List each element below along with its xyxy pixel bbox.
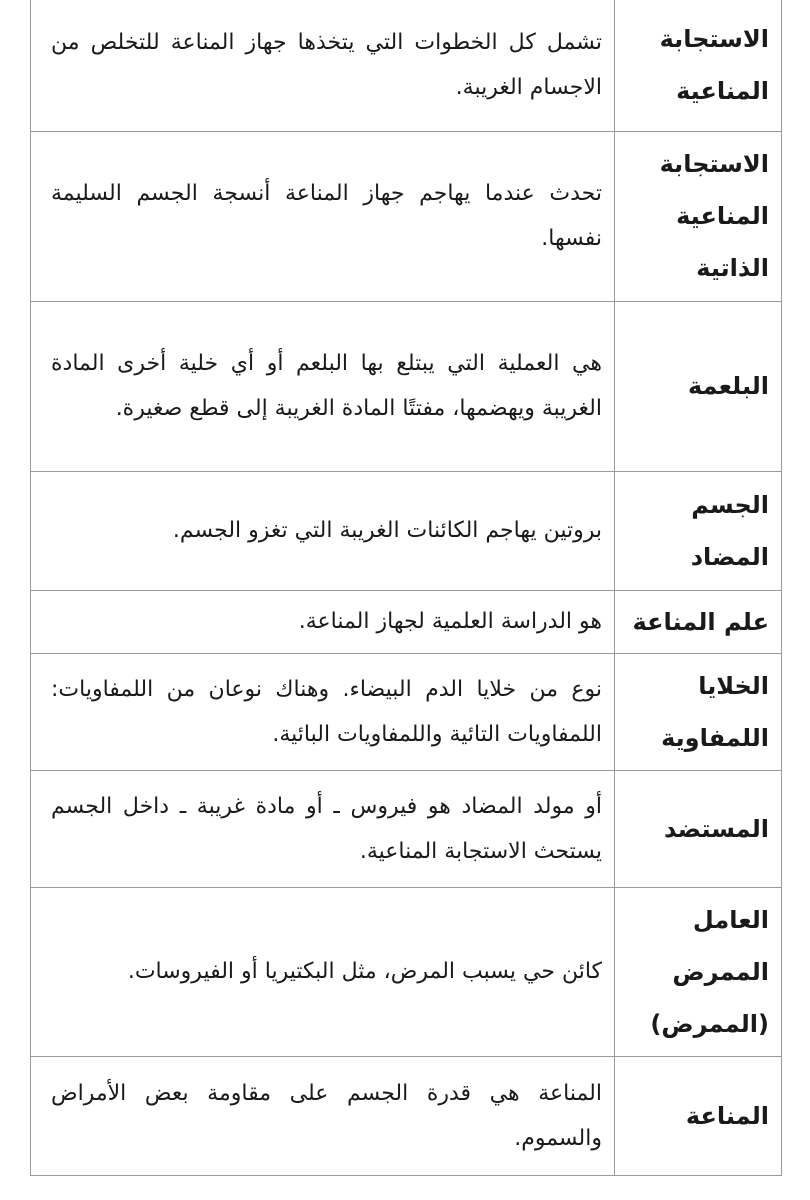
definition-cell <box>31 770 615 887</box>
definition-text: تشمل كل الخطوات التي يتخذها جهاز المناعة للتخلص من الاجسام الغريبة. <box>51 30 602 101</box>
term-label: الاستجابة المناعية <box>659 25 769 106</box>
glossary-row <box>31 653 782 770</box>
glossary-row <box>31 590 782 653</box>
definition-text: أو مولد المضاد هو فيروس ـ أو مادة غريبة ـ داخل الجسم يستحث الاستجابة المناعية. <box>51 793 602 864</box>
definition-cell <box>31 653 615 770</box>
glossary-page <box>30 0 782 1176</box>
term-label: المناعة <box>685 1101 769 1130</box>
term-label: الخلايا اللمفاوية <box>661 671 769 752</box>
glossary-table <box>30 0 782 1176</box>
definition-cell <box>31 131 615 301</box>
term-cell <box>615 590 782 653</box>
glossary-row <box>31 471 782 590</box>
definition-text: المناعة هي قدرة الجسم على مقاومة بعض الأمراض والسموم. <box>51 1080 602 1151</box>
term-label: العامل الممرض (الممرض) <box>650 905 769 1038</box>
term-cell <box>615 471 782 590</box>
term-cell <box>615 653 782 770</box>
definition-cell <box>31 590 615 653</box>
definition-cell <box>31 0 615 131</box>
term-cell <box>615 1056 782 1175</box>
term-label: الجسم المضاد <box>690 490 769 571</box>
glossary-row <box>31 131 782 301</box>
definition-text: نوع من خلايا الدم البيضاء. وهناك نوعان من اللمفاويات: اللمفاويات التائية واللمفاويات البائية. <box>51 676 602 747</box>
term-cell <box>615 887 782 1056</box>
definition-text: تحدث عندما يهاجم جهاز المناعة أنسجة الجسم السليمة نفسها. <box>51 181 602 251</box>
definition-text: كائن حي يسبب المرض، مثل البكتيريا أو الفيروسات. <box>127 959 602 984</box>
term-label: البلعمة <box>687 372 769 400</box>
term-cell <box>615 0 782 131</box>
glossary-row <box>31 770 782 887</box>
definition-text: هو الدراسة العلمية لجهاز المناعة. <box>298 609 602 634</box>
term-label: الاستجابة المناعية الذاتية <box>659 150 769 282</box>
term-cell <box>615 770 782 887</box>
term-label: المستضد <box>663 814 769 843</box>
term-label: علم المناعة <box>632 607 769 636</box>
definition-text: هي العملية التي يبتلع بها البلعم أو أي خلية أخرى المادة الغريبة ويهضمها، مفتتًا المادة الغريبة إلى قطع صغيرة. <box>51 351 602 421</box>
glossary-row <box>31 301 782 471</box>
term-cell <box>615 131 782 301</box>
glossary-row <box>31 887 782 1056</box>
definition-cell <box>31 887 615 1056</box>
definition-cell <box>31 471 615 590</box>
term-cell <box>615 301 782 471</box>
definition-text: بروتين يهاجم الكائنات الغريبة التي تغزو الجسم. <box>172 518 602 543</box>
glossary-row <box>31 0 782 131</box>
glossary-row <box>31 1056 782 1175</box>
definition-cell <box>31 301 615 471</box>
definition-cell <box>31 1056 615 1175</box>
